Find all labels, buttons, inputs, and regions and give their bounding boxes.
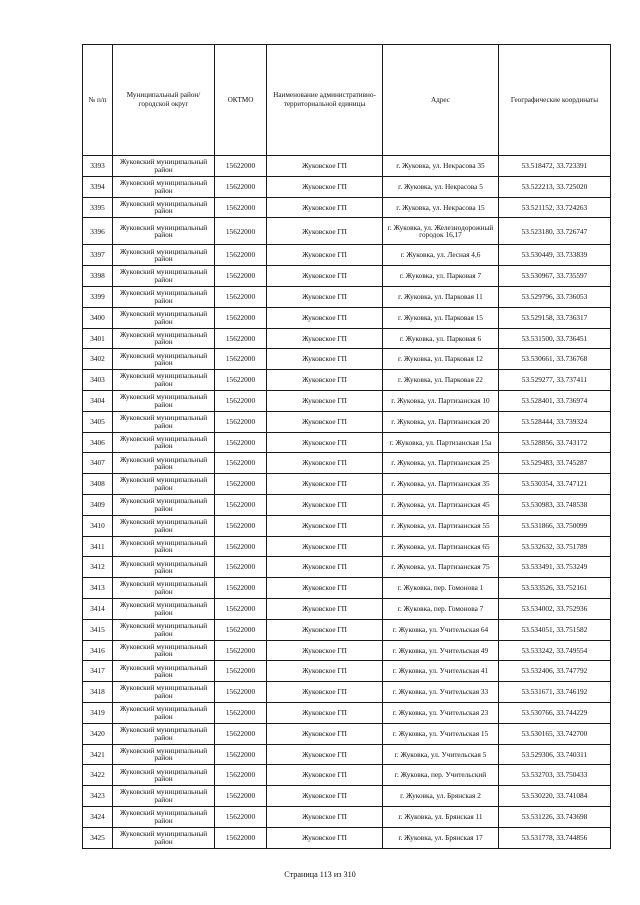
address-cell: г. Жуковка, ул. Парковая 22 [383, 370, 499, 391]
address-cell: г. Жуковка, ул. Партизанская 45 [383, 494, 499, 515]
table-row [83, 245, 611, 266]
address-cell: г. Жуковка, ул. Лесная 4,6 [383, 245, 499, 266]
table-row [83, 176, 611, 197]
municipality-cell: Жуковский муниципальный район [113, 786, 215, 807]
row-number: 3394 [83, 176, 113, 197]
table-row [83, 218, 611, 245]
address-cell: г. Жуковка, ул. Брянская 11 [383, 806, 499, 827]
table-row [83, 765, 611, 786]
oktmo-cell: 15622000 [215, 536, 267, 557]
oktmo-cell: 15622000 [215, 176, 267, 197]
address-cell: г. Жуковка, ул. Партизанская 35 [383, 474, 499, 495]
territorial-unit-cell: Жуковское ГП [267, 156, 383, 177]
address-cell: г. Жуковка, ул. Партизанская 75 [383, 557, 499, 578]
municipality-cell: Жуковский муниципальный район [113, 218, 215, 245]
municipality-cell: Жуковский муниципальный район [113, 266, 215, 287]
table-row [83, 197, 611, 218]
row-number: 3423 [83, 786, 113, 807]
row-number: 3407 [83, 453, 113, 474]
coordinates-cell: 53.530983, 33.748538 [499, 494, 611, 515]
table-row [83, 286, 611, 307]
municipality-cell: Жуковский муниципальный район [113, 453, 215, 474]
oktmo-cell: 15622000 [215, 619, 267, 640]
address-cell: г. Жуковка, ул. Некрасова 35 [383, 156, 499, 177]
coordinates-cell: 53.534002, 33.752936 [499, 598, 611, 619]
address-cell: г. Жуковка, ул. Партизанская 65 [383, 536, 499, 557]
coordinates-cell: 53.530449, 33.733839 [499, 245, 611, 266]
oktmo-cell: 15622000 [215, 411, 267, 432]
address-cell: г. Жуковка, ул. Учительская 64 [383, 619, 499, 640]
table-row [83, 156, 611, 177]
row-number: 3409 [83, 494, 113, 515]
table-row [83, 578, 611, 599]
territorial-unit-cell: Жуковское ГП [267, 432, 383, 453]
oktmo-cell: 15622000 [215, 806, 267, 827]
territorial-unit-cell: Жуковское ГП [267, 661, 383, 682]
table-row [83, 661, 611, 682]
table-row [83, 619, 611, 640]
row-number: 3420 [83, 723, 113, 744]
row-number: 3412 [83, 557, 113, 578]
address-cell: г. Жуковка, ул. Парковая 7 [383, 266, 499, 287]
territorial-unit-cell: Жуковское ГП [267, 619, 383, 640]
table-row [83, 536, 611, 557]
row-number: 3393 [83, 156, 113, 177]
row-number: 3406 [83, 432, 113, 453]
row-number: 3400 [83, 307, 113, 328]
municipality-cell: Жуковский муниципальный район [113, 156, 215, 177]
address-cell: г. Жуковка, ул. Учительская 41 [383, 661, 499, 682]
territorial-unit-cell: Жуковское ГП [267, 286, 383, 307]
address-cell: г. Жуковка, ул. Учительская 5 [383, 744, 499, 765]
coordinates-cell: 53.532406, 33.747792 [499, 661, 611, 682]
oktmo-cell: 15622000 [215, 744, 267, 765]
coordinates-cell: 53.529483, 33.745287 [499, 453, 611, 474]
header-row [83, 45, 611, 156]
municipality-cell: Жуковский муниципальный район [113, 765, 215, 786]
row-number: 3397 [83, 245, 113, 266]
coordinates-cell: 53.530354, 33.747121 [499, 474, 611, 495]
row-number: 3401 [83, 328, 113, 349]
row-number: 3408 [83, 474, 113, 495]
territorial-unit-cell: Жуковское ГП [267, 827, 383, 848]
table-row [83, 307, 611, 328]
municipality-cell: Жуковский муниципальный район [113, 619, 215, 640]
address-cell: г. Жуковка, ул. Парковая 11 [383, 286, 499, 307]
oktmo-cell: 15622000 [215, 494, 267, 515]
territorial-unit-cell: Жуковское ГП [267, 266, 383, 287]
address-table [82, 44, 611, 849]
address-cell: г. Жуковка, ул. Партизанская 25 [383, 453, 499, 474]
municipality-cell: Жуковский муниципальный район [113, 702, 215, 723]
oktmo-cell: 15622000 [215, 557, 267, 578]
row-number: 3419 [83, 702, 113, 723]
municipality-cell: Жуковский муниципальный район [113, 197, 215, 218]
oktmo-cell: 15622000 [215, 328, 267, 349]
territorial-unit-cell: Жуковское ГП [267, 598, 383, 619]
table-row [83, 640, 611, 661]
coordinates-cell: 53.523180, 33.726747 [499, 218, 611, 245]
table-row [83, 266, 611, 287]
oktmo-cell: 15622000 [215, 156, 267, 177]
oktmo-cell: 15622000 [215, 307, 267, 328]
address-cell: г. Жуковка, ул. Партизанская 20 [383, 411, 499, 432]
row-number: 3399 [83, 286, 113, 307]
municipality-cell: Жуковский муниципальный район [113, 827, 215, 848]
territorial-unit-cell: Жуковское ГП [267, 515, 383, 536]
oktmo-cell: 15622000 [215, 765, 267, 786]
table-row [83, 474, 611, 495]
col-header-oktmo: ОКТМО [215, 45, 267, 156]
table-row [83, 411, 611, 432]
territorial-unit-cell: Жуковское ГП [267, 453, 383, 474]
col-header-coords: Географические координаты [499, 45, 611, 156]
coordinates-cell: 53.530220, 33.741084 [499, 786, 611, 807]
coordinates-cell: 53.521152, 33.724263 [499, 197, 611, 218]
oktmo-cell: 15622000 [215, 661, 267, 682]
table-row [83, 702, 611, 723]
territorial-unit-cell: Жуковское ГП [267, 557, 383, 578]
address-cell: г. Жуковка, ул. Учительская 15 [383, 723, 499, 744]
oktmo-cell: 15622000 [215, 349, 267, 370]
oktmo-cell: 15622000 [215, 453, 267, 474]
territorial-unit-cell: Жуковское ГП [267, 197, 383, 218]
coordinates-cell: 53.529158, 33.736317 [499, 307, 611, 328]
municipality-cell: Жуковский муниципальный район [113, 578, 215, 599]
territorial-unit-cell: Жуковское ГП [267, 786, 383, 807]
territorial-unit-cell: Жуковское ГП [267, 390, 383, 411]
address-cell: г. Жуковка, ул. Брянская 2 [383, 786, 499, 807]
territorial-unit-cell: Жуковское ГП [267, 349, 383, 370]
municipality-cell: Жуковский муниципальный район [113, 349, 215, 370]
address-cell: г. Жуковка, ул. Железнодорожный городок 16,17 [383, 218, 499, 245]
coordinates-cell: 53.529306, 33.740311 [499, 744, 611, 765]
col-header-num: № п/п [83, 45, 113, 156]
row-number: 3396 [83, 218, 113, 245]
coordinates-cell: 53.532632, 33.751789 [499, 536, 611, 557]
territorial-unit-cell: Жуковское ГП [267, 578, 383, 599]
territorial-unit-cell: Жуковское ГП [267, 536, 383, 557]
col-header-unit: Наименование административно-территориальной единицы [267, 45, 383, 156]
oktmo-cell: 15622000 [215, 474, 267, 495]
coordinates-cell: 53.529796, 33.736053 [499, 286, 611, 307]
oktmo-cell: 15622000 [215, 218, 267, 245]
table-row [83, 349, 611, 370]
coordinates-cell: 53.529277, 33.737411 [499, 370, 611, 391]
table-row [83, 786, 611, 807]
oktmo-cell: 15622000 [215, 578, 267, 599]
oktmo-cell: 15622000 [215, 682, 267, 703]
territorial-unit-cell: Жуковское ГП [267, 494, 383, 515]
municipality-cell: Жуковский муниципальный район [113, 390, 215, 411]
municipality-cell: Жуковский муниципальный район [113, 411, 215, 432]
territorial-unit-cell: Жуковское ГП [267, 245, 383, 266]
municipality-cell: Жуковский муниципальный район [113, 744, 215, 765]
territorial-unit-cell: Жуковское ГП [267, 328, 383, 349]
row-number: 3414 [83, 598, 113, 619]
oktmo-cell: 15622000 [215, 702, 267, 723]
row-number: 3418 [83, 682, 113, 703]
table-body [83, 156, 611, 849]
address-cell: г. Жуковка, ул. Учительская 49 [383, 640, 499, 661]
coordinates-cell: 53.533491, 33.753249 [499, 557, 611, 578]
coordinates-cell: 53.531226, 33.743698 [499, 806, 611, 827]
coordinates-cell: 53.522213, 33.725020 [499, 176, 611, 197]
oktmo-cell: 15622000 [215, 723, 267, 744]
row-number: 3421 [83, 744, 113, 765]
municipality-cell: Жуковский муниципальный район [113, 536, 215, 557]
row-number: 3402 [83, 349, 113, 370]
municipality-cell: Жуковский муниципальный район [113, 245, 215, 266]
oktmo-cell: 15622000 [215, 786, 267, 807]
municipality-cell: Жуковский муниципальный район [113, 176, 215, 197]
oktmo-cell: 15622000 [215, 515, 267, 536]
table-row [83, 682, 611, 703]
col-header-municipality: Муниципальный район/городской округ [113, 45, 215, 156]
territorial-unit-cell: Жуковское ГП [267, 744, 383, 765]
coordinates-cell: 53.533526, 33.752161 [499, 578, 611, 599]
table-row [83, 806, 611, 827]
municipality-cell: Жуковский муниципальный район [113, 370, 215, 391]
table-row [83, 390, 611, 411]
table-row [83, 453, 611, 474]
row-number: 3416 [83, 640, 113, 661]
address-cell: г. Жуковка, ул. Партизанская 15а [383, 432, 499, 453]
coordinates-cell: 53.528856, 33.743172 [499, 432, 611, 453]
coordinates-cell: 53.534051, 33.751582 [499, 619, 611, 640]
row-number: 3398 [83, 266, 113, 287]
oktmo-cell: 15622000 [215, 598, 267, 619]
territorial-unit-cell: Жуковское ГП [267, 411, 383, 432]
address-cell: г. Жуковка, ул. Парковая 12 [383, 349, 499, 370]
row-number: 3410 [83, 515, 113, 536]
oktmo-cell: 15622000 [215, 286, 267, 307]
address-cell: г. Жуковка, ул. Партизанская 10 [383, 390, 499, 411]
territorial-unit-cell: Жуковское ГП [267, 176, 383, 197]
municipality-cell: Жуковский муниципальный район [113, 661, 215, 682]
coordinates-cell: 53.530661, 33.736768 [499, 349, 611, 370]
oktmo-cell: 15622000 [215, 245, 267, 266]
address-cell: г. Жуковка, ул. Брянская 17 [383, 827, 499, 848]
table-row [83, 494, 611, 515]
address-cell: г. Жуковка, ул. Некрасова 15 [383, 197, 499, 218]
table-header [83, 45, 611, 156]
table-row [83, 598, 611, 619]
table-row [83, 432, 611, 453]
address-cell: г. Жуковка, ул. Парковая 15 [383, 307, 499, 328]
municipality-cell: Жуковский муниципальный район [113, 474, 215, 495]
territorial-unit-cell: Жуковское ГП [267, 682, 383, 703]
oktmo-cell: 15622000 [215, 197, 267, 218]
territorial-unit-cell: Жуковское ГП [267, 640, 383, 661]
coordinates-cell: 53.531500, 33.736451 [499, 328, 611, 349]
oktmo-cell: 15622000 [215, 640, 267, 661]
coordinates-cell: 53.530766, 33.744229 [499, 702, 611, 723]
address-cell: г. Жуковка, пер. Гомонова 7 [383, 598, 499, 619]
oktmo-cell: 15622000 [215, 432, 267, 453]
row-number: 3417 [83, 661, 113, 682]
table-row [83, 557, 611, 578]
territorial-unit-cell: Жуковское ГП [267, 723, 383, 744]
territorial-unit-cell: Жуковское ГП [267, 702, 383, 723]
municipality-cell: Жуковский муниципальный район [113, 307, 215, 328]
coordinates-cell: 53.528401, 33.736974 [499, 390, 611, 411]
municipality-cell: Жуковский муниципальный район [113, 640, 215, 661]
oktmo-cell: 15622000 [215, 370, 267, 391]
coordinates-cell: 53.531778, 33.744856 [499, 827, 611, 848]
municipality-cell: Жуковский муниципальный район [113, 557, 215, 578]
municipality-cell: Жуковский муниципальный район [113, 286, 215, 307]
table-row [83, 515, 611, 536]
table-row [83, 370, 611, 391]
municipality-cell: Жуковский муниципальный район [113, 328, 215, 349]
territorial-unit-cell: Жуковское ГП [267, 370, 383, 391]
row-number: 3403 [83, 370, 113, 391]
coordinates-cell: 53.531671, 33.746192 [499, 682, 611, 703]
coordinates-cell: 53.528444, 33.739324 [499, 411, 611, 432]
oktmo-cell: 15622000 [215, 827, 267, 848]
territorial-unit-cell: Жуковское ГП [267, 218, 383, 245]
row-number: 3395 [83, 197, 113, 218]
municipality-cell: Жуковский муниципальный район [113, 515, 215, 536]
municipality-cell: Жуковский муниципальный район [113, 494, 215, 515]
row-number: 3424 [83, 806, 113, 827]
coordinates-cell: 53.530967, 33.735597 [499, 266, 611, 287]
table-row [83, 744, 611, 765]
territorial-unit-cell: Жуковское ГП [267, 474, 383, 495]
row-number: 3405 [83, 411, 113, 432]
table-row [83, 328, 611, 349]
territorial-unit-cell: Жуковское ГП [267, 806, 383, 827]
coordinates-cell: 53.532703, 33.750433 [499, 765, 611, 786]
coordinates-cell: 53.530165, 33.742700 [499, 723, 611, 744]
row-number: 3413 [83, 578, 113, 599]
address-cell: г. Жуковка, пер. Гомонова 1 [383, 578, 499, 599]
coordinates-cell: 53.531866, 33.750099 [499, 515, 611, 536]
coordinates-cell: 53.533242, 33.749554 [499, 640, 611, 661]
table-row [83, 827, 611, 848]
coordinates-cell: 53.518472, 33.723391 [499, 156, 611, 177]
territorial-unit-cell: Жуковское ГП [267, 307, 383, 328]
row-number: 3422 [83, 765, 113, 786]
row-number: 3404 [83, 390, 113, 411]
address-cell: г. Жуковка, ул. Учительская 33 [383, 682, 499, 703]
oktmo-cell: 15622000 [215, 390, 267, 411]
address-cell: г. Жуковка, ул. Партизанская 55 [383, 515, 499, 536]
municipality-cell: Жуковский муниципальный район [113, 723, 215, 744]
table-row [83, 723, 611, 744]
row-number: 3425 [83, 827, 113, 848]
municipality-cell: Жуковский муниципальный район [113, 598, 215, 619]
row-number: 3415 [83, 619, 113, 640]
row-number: 3411 [83, 536, 113, 557]
address-cell: г. Жуковка, ул. Парковая 6 [383, 328, 499, 349]
address-cell: г. Жуковка, пер. Учительский [383, 765, 499, 786]
municipality-cell: Жуковский муниципальный район [113, 682, 215, 703]
page-number: Страница 113 из 310 [284, 870, 356, 879]
municipality-cell: Жуковский муниципальный район [113, 806, 215, 827]
territorial-unit-cell: Жуковское ГП [267, 765, 383, 786]
address-cell: г. Жуковка, ул. Учительская 23 [383, 702, 499, 723]
col-header-address: Адрес [383, 45, 499, 156]
municipality-cell: Жуковский муниципальный район [113, 432, 215, 453]
oktmo-cell: 15622000 [215, 266, 267, 287]
address-cell: г. Жуковка, ул. Некрасова 5 [383, 176, 499, 197]
